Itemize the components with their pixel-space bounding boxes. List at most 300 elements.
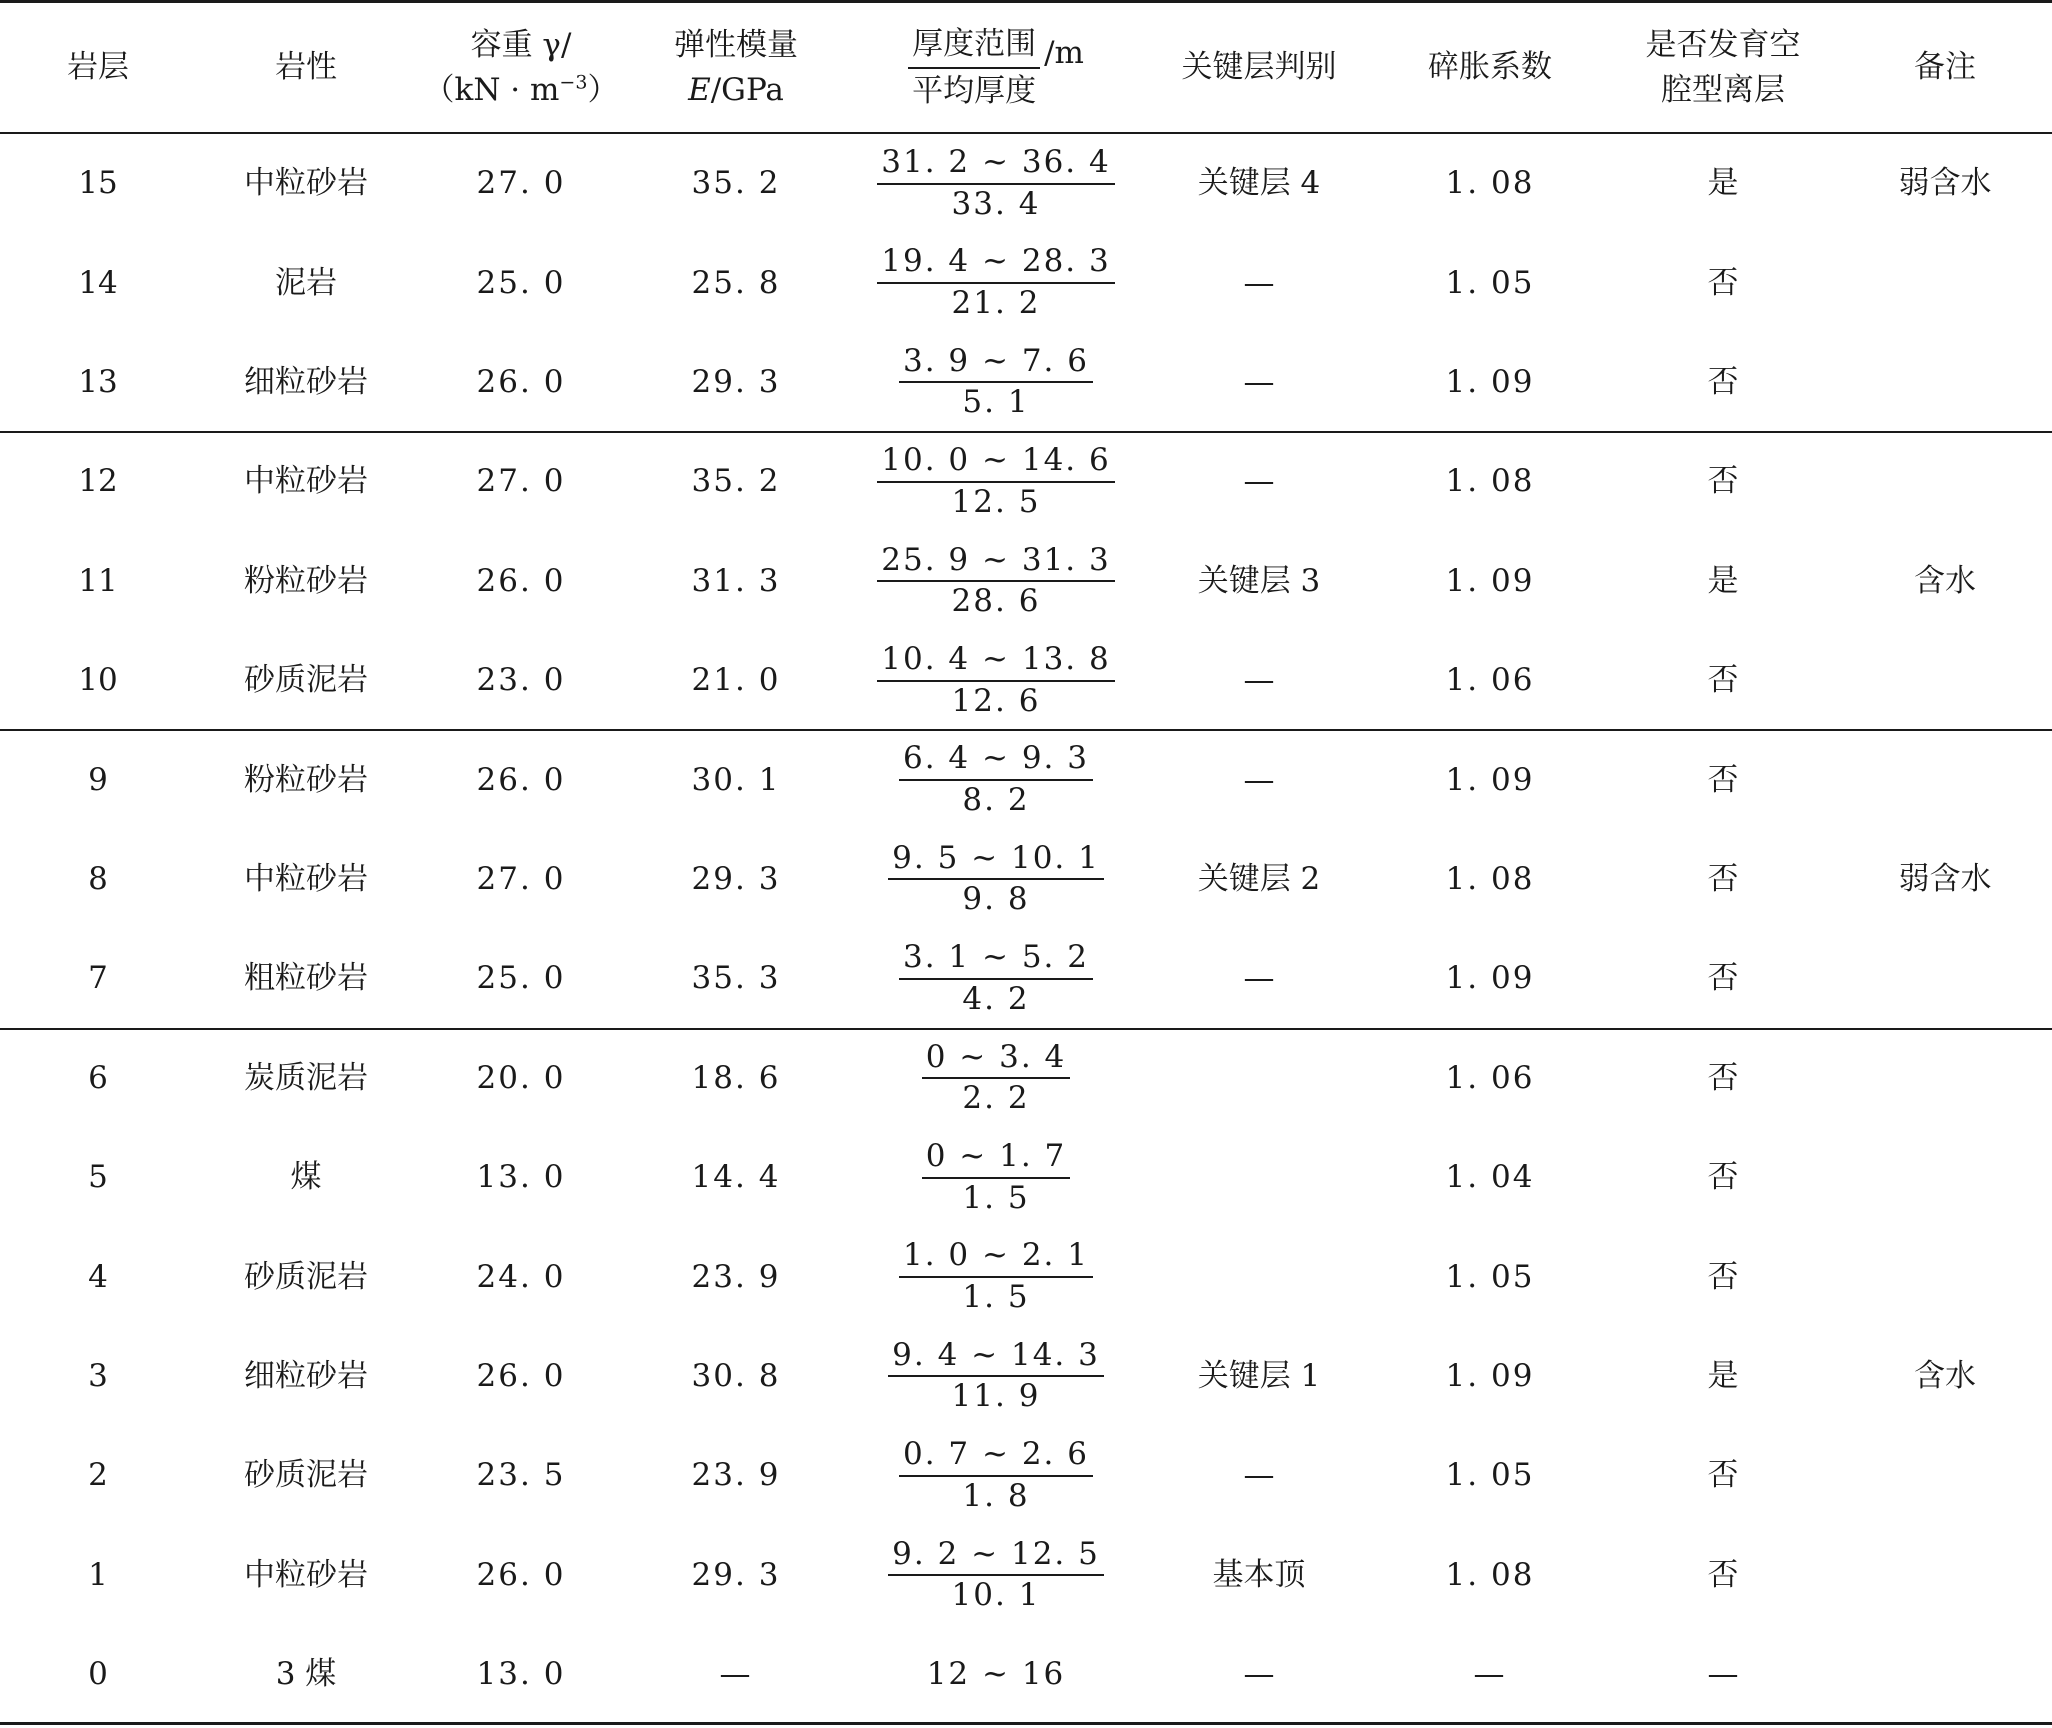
- cell-density: [416, 432, 626, 531]
- cell-key: [1146, 1526, 1372, 1625]
- cell-modulus: [626, 1625, 846, 1724]
- cell-lithology-text: 细粒砂岩: [244, 364, 368, 401]
- thickness-average: 2. 2: [962, 1080, 1030, 1117]
- cell-bulking-text: 1. 08: [1445, 165, 1535, 202]
- cell-density-text: 26. 0: [476, 1556, 566, 1593]
- cell-key-text: —: [1243, 264, 1275, 301]
- cell-modulus: [626, 532, 846, 631]
- cell-lithology: [196, 929, 416, 1028]
- thickness-average: 12. 6: [951, 682, 1041, 719]
- header-modulus: 弹性模量 E/GPa: [674, 26, 798, 108]
- cell-thickness: [846, 1227, 1146, 1326]
- cell-lithology: [196, 1526, 416, 1625]
- cell-bulking-text: 1. 06: [1445, 1059, 1535, 1096]
- cell-layer: [0, 830, 196, 929]
- thickness-range: 12 ~ 16: [926, 1656, 1066, 1693]
- thickness-average: 5. 1: [962, 384, 1030, 421]
- cell-lithology-text: 粉粒砂岩: [244, 562, 368, 599]
- cell-density: [416, 1327, 626, 1426]
- remark-text: 含水: [1914, 1358, 1976, 1395]
- cell-lithology-text: 砂质泥岩: [244, 1457, 368, 1494]
- cell-density-text: 25. 0: [476, 960, 566, 997]
- cell-bulking-text: 1. 09: [1445, 960, 1535, 997]
- cell-cavity: [1608, 1227, 1838, 1326]
- cell-layer-text: 10: [78, 662, 118, 699]
- cell-modulus: [626, 1029, 846, 1128]
- cell-bulking: [1372, 1625, 1608, 1724]
- thickness-fraction: [888, 1537, 1104, 1614]
- thickness-fraction: [877, 145, 1114, 222]
- cell-thickness: [846, 631, 1146, 730]
- cell-lithology: [196, 432, 416, 531]
- thickness-fraction: [922, 1139, 1071, 1216]
- cell-layer: [0, 1625, 196, 1724]
- cell-thickness: [846, 929, 1146, 1028]
- cell-lithology: [196, 830, 416, 929]
- thickness-average: 1. 8: [962, 1477, 1030, 1514]
- cell-remark: [1838, 532, 2052, 631]
- header-lithology: 岩性: [275, 49, 337, 86]
- cell-lithology: [196, 134, 416, 233]
- thickness-average: 1. 5: [962, 1179, 1030, 1216]
- cell-cavity: [1608, 1029, 1838, 1128]
- cell-layer: [0, 730, 196, 829]
- cell-density-text: 13. 0: [476, 1159, 566, 1196]
- header-bulking: 碎胀系数: [1428, 49, 1552, 86]
- cell-cavity: [1608, 134, 1838, 233]
- cell-cavity: [1608, 631, 1838, 730]
- cell-layer-text: 0: [88, 1656, 108, 1693]
- header-density: 容重 γ/ $(kN \cdot m^{-3})$: [423, 26, 619, 108]
- cell-key: [1146, 1029, 1372, 1128]
- cell-cavity-text: 否: [1707, 761, 1739, 798]
- thickness-range: 25. 9 ~ 31. 3: [877, 543, 1114, 583]
- cell-key-text: 关键层 3: [1197, 562, 1321, 599]
- cell-bulking: [1372, 233, 1608, 332]
- cell-density: [416, 929, 626, 1028]
- cell-density-text: 20. 0: [476, 1059, 566, 1096]
- cell-density-text: 26. 0: [476, 761, 566, 798]
- cell-key: [1146, 432, 1372, 531]
- cell-cavity: [1608, 830, 1838, 929]
- thickness-range: 31. 2 ~ 36. 4: [877, 145, 1114, 185]
- thickness-average: 28. 6: [951, 583, 1041, 620]
- header-layer: 岩层: [67, 49, 129, 86]
- cell-bulking: [1372, 1526, 1608, 1625]
- cell-modulus-text: 21. 0: [691, 662, 781, 699]
- cell-cavity: [1608, 532, 1838, 631]
- cell-lithology-text: 中粒砂岩: [244, 165, 368, 202]
- cell-lithology-text: 3 煤: [275, 1656, 337, 1693]
- thickness-range: 1. 0 ~ 2. 1: [899, 1238, 1093, 1278]
- cell-key-text: —: [1243, 960, 1275, 997]
- cell-layer-text: 7: [88, 960, 108, 997]
- cell-bulking: [1372, 532, 1608, 631]
- cell-thickness: [846, 333, 1146, 432]
- cell-key: [1146, 333, 1372, 432]
- cell-cavity: [1608, 1128, 1838, 1227]
- cell-cavity: [1608, 1526, 1838, 1625]
- cell-key: [1146, 830, 1372, 929]
- cell-layer: [0, 1128, 196, 1227]
- cell-layer: [0, 134, 196, 233]
- cell-cavity-text: 是: [1707, 562, 1739, 599]
- thickness-average: 9. 8: [962, 881, 1030, 918]
- cell-layer: [0, 432, 196, 531]
- cell-density: [416, 233, 626, 332]
- cell-thickness: [846, 830, 1146, 929]
- cell-key-text: —: [1243, 364, 1275, 401]
- cell-cavity: [1608, 929, 1838, 1028]
- cell-cavity: [1608, 1426, 1838, 1525]
- cell-lithology: [196, 730, 416, 829]
- cell-thickness: [846, 1029, 1146, 1128]
- cell-lithology: [196, 1227, 416, 1326]
- thickness-range: 9. 2 ~ 12. 5: [888, 1537, 1104, 1577]
- cell-density-text: 27. 0: [476, 861, 566, 898]
- cell-cavity: [1608, 233, 1838, 332]
- cell-lithology: [196, 333, 416, 432]
- cell-key-text: —: [1243, 1656, 1275, 1693]
- cell-density: [416, 830, 626, 929]
- thickness-range: 0 ~ 1. 7: [922, 1139, 1071, 1179]
- cell-lithology-text: 中粒砂岩: [244, 1556, 368, 1593]
- cell-thickness: [846, 1426, 1146, 1525]
- cell-bulking: [1372, 1327, 1608, 1426]
- header-remark: 备注: [1914, 49, 1976, 86]
- cell-bulking-text: 1. 09: [1445, 364, 1535, 401]
- cell-layer: [0, 631, 196, 730]
- cell-modulus: [626, 830, 846, 929]
- cell-layer-text: 12: [78, 463, 118, 500]
- header-cavity: 是否发育空 腔型离层: [1645, 26, 1801, 108]
- cell-lithology: [196, 1327, 416, 1426]
- cell-modulus-text: 30. 1: [691, 761, 781, 798]
- thickness-average: 1. 5: [962, 1279, 1030, 1316]
- cell-key-text: 关键层 4: [1197, 165, 1321, 202]
- cell-modulus: [626, 1526, 846, 1625]
- cell-density-text: 23. 0: [476, 662, 566, 699]
- cell-key: [1146, 1327, 1372, 1426]
- thickness-fraction: [888, 841, 1104, 918]
- cell-bulking-text: 1. 08: [1445, 463, 1535, 500]
- cell-thickness: [846, 532, 1146, 631]
- cell-layer-text: 3: [88, 1358, 108, 1395]
- cell-lithology-text: 砂质泥岩: [244, 662, 368, 699]
- cell-bulking: [1372, 432, 1608, 531]
- cell-layer: [0, 333, 196, 432]
- cell-density: [416, 1426, 626, 1525]
- thickness-range: 10. 0 ~ 14. 6: [877, 443, 1114, 483]
- cell-bulking-text: 1. 09: [1445, 562, 1535, 599]
- cell-bulking-text: —: [1473, 1656, 1507, 1693]
- cell-bulking: [1372, 1029, 1608, 1128]
- cell-lithology-text: 炭质泥岩: [244, 1059, 368, 1096]
- cell-layer-text: 11: [78, 562, 118, 599]
- remark-text: 弱含水: [1898, 861, 1992, 898]
- cell-density: [416, 1227, 626, 1326]
- thickness-range: 19. 4 ~ 28. 3: [877, 244, 1114, 284]
- cell-bulking: [1372, 1227, 1608, 1326]
- cell-layer-text: 5: [88, 1159, 108, 1196]
- thickness-range: 3. 1 ~ 5. 2: [899, 940, 1093, 980]
- thickness-fraction: [877, 244, 1114, 321]
- cell-density-text: 13. 0: [476, 1656, 566, 1693]
- remark-text: 含水: [1914, 562, 1976, 599]
- cell-bulking: [1372, 929, 1608, 1028]
- cell-cavity-text: 否: [1707, 1059, 1739, 1096]
- cell-bulking-text: 1. 04: [1445, 1159, 1535, 1196]
- cell-lithology-text: 粉粒砂岩: [244, 761, 368, 798]
- cell-modulus-text: 35. 3: [691, 960, 781, 997]
- cell-density: [416, 1128, 626, 1227]
- cell-layer-text: 14: [78, 264, 118, 301]
- cell-modulus: [626, 631, 846, 730]
- cell-layer-text: 8: [88, 861, 108, 898]
- header-thickness: $\frac{\text{厚度范围}}{\text{平均厚度}}$ /m: [846, 3, 1146, 132]
- cell-key-text: 关键层 1: [1197, 1358, 1321, 1395]
- cell-layer-text: 4: [88, 1258, 108, 1295]
- cell-lithology-text: 煤: [290, 1159, 322, 1196]
- cell-bulking: [1372, 1426, 1608, 1525]
- cell-key-text: —: [1243, 662, 1275, 699]
- cell-layer-text: 6: [88, 1059, 108, 1096]
- table-bottom-rule: [0, 1722, 2052, 1725]
- cell-bulking-text: 1. 05: [1445, 264, 1535, 301]
- thickness-range: 6. 4 ~ 9. 3: [899, 741, 1093, 781]
- cell-modulus: [626, 233, 846, 332]
- cell-key: [1146, 1128, 1372, 1227]
- cell-density: [416, 333, 626, 432]
- cell-key-text: —: [1243, 463, 1275, 500]
- cell-cavity-text: 是: [1707, 165, 1739, 202]
- cell-key: [1146, 631, 1372, 730]
- cell-lithology-text: 中粒砂岩: [244, 861, 368, 898]
- thickness-fraction: [877, 443, 1114, 520]
- cell-modulus: [626, 1128, 846, 1227]
- cell-modulus-text: 31. 3: [691, 562, 781, 599]
- cell-bulking-text: 1. 09: [1445, 1358, 1535, 1395]
- cell-cavity-text: 否: [1707, 662, 1739, 699]
- cell-key-text: —: [1243, 761, 1275, 798]
- cell-layer-text: 13: [78, 364, 118, 401]
- cell-modulus-text: 35. 2: [691, 463, 781, 500]
- cell-density-text: 26. 0: [476, 562, 566, 599]
- thickness-fraction: [899, 940, 1093, 1017]
- cell-layer-text: 1: [88, 1556, 108, 1593]
- cell-density-text: 23. 5: [476, 1457, 566, 1494]
- cell-bulking: [1372, 631, 1608, 730]
- cell-lithology-text: 粗粒砂岩: [244, 960, 368, 997]
- cell-bulking: [1372, 134, 1608, 233]
- cell-cavity-text: —: [1707, 1656, 1739, 1693]
- cell-modulus-text: 29. 3: [691, 364, 781, 401]
- cell-bulking-text: 1. 08: [1445, 1556, 1535, 1593]
- cell-layer: [0, 1426, 196, 1525]
- cell-cavity: [1608, 1625, 1838, 1724]
- cell-lithology-text: 细粒砂岩: [244, 1358, 368, 1395]
- cell-key: [1146, 532, 1372, 631]
- thickness-average: 10. 1: [951, 1577, 1041, 1614]
- thickness-fraction: [922, 1040, 1071, 1117]
- cell-key: [1146, 233, 1372, 332]
- cell-lithology: [196, 1426, 416, 1525]
- thickness-fraction: [888, 1338, 1104, 1415]
- cell-modulus-text: 35. 2: [691, 165, 781, 202]
- cell-modulus-text: 30. 8: [691, 1358, 781, 1395]
- cell-modulus: [626, 134, 846, 233]
- cell-modulus-text: —: [719, 1656, 753, 1693]
- cell-cavity-text: 否: [1707, 264, 1739, 301]
- cell-lithology-text: 中粒砂岩: [244, 463, 368, 500]
- cell-modulus: [626, 730, 846, 829]
- cell-cavity: [1608, 1327, 1838, 1426]
- cell-bulking: [1372, 333, 1608, 432]
- cell-layer-text: 2: [88, 1457, 108, 1494]
- cell-cavity-text: 是: [1707, 1358, 1739, 1395]
- cell-remark: [1838, 134, 2052, 233]
- cell-cavity: [1608, 333, 1838, 432]
- cell-layer: [0, 1526, 196, 1625]
- cell-modulus: [626, 333, 846, 432]
- cell-lithology-text: 砂质泥岩: [244, 1258, 368, 1295]
- cell-modulus-text: 23. 9: [691, 1457, 781, 1494]
- cell-layer: [0, 1227, 196, 1326]
- cell-cavity-text: 否: [1707, 861, 1739, 898]
- cell-thickness: [846, 1327, 1146, 1426]
- cell-density: [416, 532, 626, 631]
- cell-modulus-text: 25. 8: [691, 264, 781, 301]
- thickness-average: 4. 2: [962, 980, 1030, 1017]
- cell-key: [1146, 1426, 1372, 1525]
- thickness-average: 12. 5: [951, 483, 1041, 520]
- thickness-average: 33. 4: [951, 185, 1041, 222]
- cell-lithology: [196, 1625, 416, 1724]
- thickness-average: 8. 2: [962, 782, 1030, 819]
- cell-cavity-text: 否: [1707, 1457, 1739, 1494]
- cell-layer-text: 15: [78, 165, 118, 202]
- cell-lithology: [196, 233, 416, 332]
- cell-bulking: [1372, 730, 1608, 829]
- cell-cavity-text: 否: [1707, 1556, 1739, 1593]
- cell-thickness: [846, 730, 1146, 829]
- cell-thickness: [846, 1625, 1146, 1724]
- cell-modulus-text: 14. 4: [691, 1159, 781, 1196]
- thickness-range: 0. 7 ~ 2. 6: [899, 1437, 1093, 1477]
- cell-density: [416, 631, 626, 730]
- cell-density-text: 25. 0: [476, 264, 566, 301]
- cell-density-text: 27. 0: [476, 463, 566, 500]
- cell-key: [1146, 1227, 1372, 1326]
- cell-lithology: [196, 631, 416, 730]
- cell-bulking-text: 1. 06: [1445, 662, 1535, 699]
- cell-lithology-text: 泥岩: [275, 264, 337, 301]
- cell-cavity: [1608, 730, 1838, 829]
- cell-key-text: —: [1243, 1457, 1275, 1494]
- cell-cavity-text: 否: [1707, 364, 1739, 401]
- cell-lithology: [196, 532, 416, 631]
- cell-modulus: [626, 1327, 846, 1426]
- thickness-average: 21. 2: [951, 285, 1041, 322]
- remark-text: 弱含水: [1898, 165, 1992, 202]
- cell-modulus: [626, 1426, 846, 1525]
- header-key-layer: 关键层判别: [1181, 49, 1337, 86]
- cell-modulus-text: 29. 3: [691, 1556, 781, 1593]
- cell-key: [1146, 929, 1372, 1028]
- cell-layer: [0, 532, 196, 631]
- thickness-fraction: [899, 1437, 1093, 1514]
- cell-bulking-text: 1. 05: [1445, 1457, 1535, 1494]
- cell-key: [1146, 1625, 1372, 1724]
- thickness-fraction: [899, 741, 1093, 818]
- cell-modulus-text: 23. 9: [691, 1258, 781, 1295]
- cell-cavity-text: 否: [1707, 960, 1739, 997]
- cell-thickness: [846, 1128, 1146, 1227]
- cell-bulking-text: 1. 08: [1445, 861, 1535, 898]
- cell-remark: [1838, 1327, 2052, 1426]
- cell-cavity: [1608, 432, 1838, 531]
- cell-density-text: 27. 0: [476, 165, 566, 202]
- cell-modulus-text: 29. 3: [691, 861, 781, 898]
- cell-layer: [0, 233, 196, 332]
- cell-cavity-text: 否: [1707, 463, 1739, 500]
- cell-density: [416, 1625, 626, 1724]
- thickness-average: 11. 9: [951, 1378, 1041, 1415]
- cell-thickness: [846, 233, 1146, 332]
- cell-bulking-text: 1. 05: [1445, 1258, 1535, 1295]
- cell-thickness: [846, 1526, 1146, 1625]
- thickness-range: 3. 9 ~ 7. 6: [899, 344, 1093, 384]
- thickness-fraction: [899, 344, 1093, 421]
- cell-density: [416, 1526, 626, 1625]
- group-divider-rule: [0, 729, 2052, 731]
- cell-thickness: [846, 432, 1146, 531]
- cell-layer: [0, 929, 196, 1028]
- cell-density-text: 24. 0: [476, 1258, 566, 1295]
- cell-key: [1146, 730, 1372, 829]
- cell-modulus: [626, 1227, 846, 1326]
- cell-layer: [0, 1327, 196, 1426]
- cell-layer: [0, 1029, 196, 1128]
- cell-key-text: 基本顶: [1212, 1556, 1306, 1593]
- cell-density-text: 26. 0: [476, 1358, 566, 1395]
- thickness-fraction: [877, 543, 1114, 620]
- cell-thickness: [846, 134, 1146, 233]
- thickness-range: 9. 4 ~ 14. 3: [888, 1338, 1104, 1378]
- cell-modulus-text: 18. 6: [691, 1059, 781, 1096]
- cell-bulking: [1372, 1128, 1608, 1227]
- group-divider-rule: [0, 1028, 2052, 1030]
- cell-modulus: [626, 432, 846, 531]
- thickness-fraction: [877, 642, 1114, 719]
- group-divider-rule: [0, 431, 2052, 433]
- cell-lithology: [196, 1128, 416, 1227]
- cell-remark: [1838, 830, 2052, 929]
- thickness-range: 10. 4 ~ 13. 8: [877, 642, 1114, 682]
- thickness-fraction: [899, 1238, 1093, 1315]
- cell-cavity-text: 否: [1707, 1258, 1739, 1295]
- cell-lithology: [196, 1029, 416, 1128]
- cell-density-text: 26. 0: [476, 364, 566, 401]
- cell-modulus: [626, 929, 846, 1028]
- cell-density: [416, 134, 626, 233]
- thickness-range: 0 ~ 3. 4: [922, 1040, 1071, 1080]
- cell-bulking-text: 1. 09: [1445, 761, 1535, 798]
- thickness-range: 9. 5 ~ 10. 1: [888, 841, 1104, 881]
- cell-bulking: [1372, 830, 1608, 929]
- cell-key: [1146, 134, 1372, 233]
- cell-cavity-text: 否: [1707, 1159, 1739, 1196]
